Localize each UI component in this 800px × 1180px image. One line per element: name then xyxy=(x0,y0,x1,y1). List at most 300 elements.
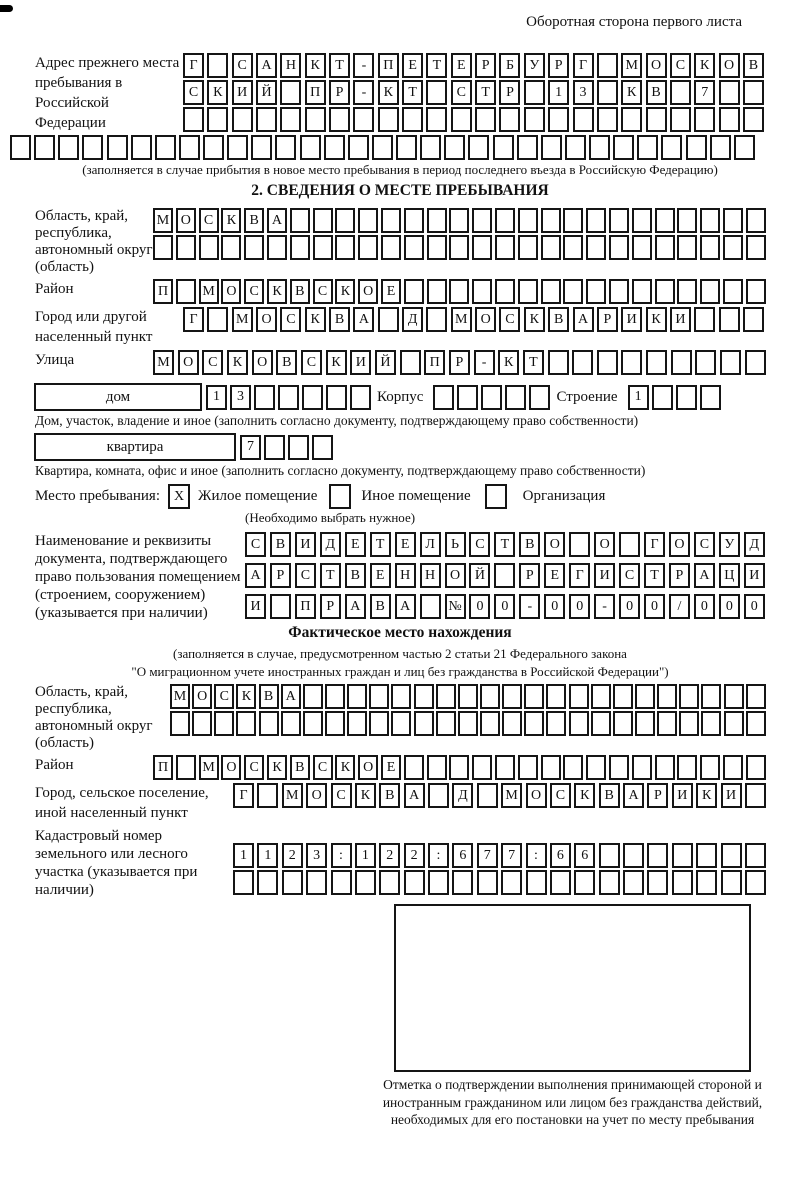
char-cell: 0 xyxy=(694,594,715,619)
char-cell xyxy=(563,235,583,260)
char-cell xyxy=(655,235,675,260)
char-cell: К xyxy=(524,307,545,332)
char-cell xyxy=(302,385,323,410)
char-cell xyxy=(457,385,478,410)
korpus-label: Корпус xyxy=(377,388,424,405)
char-cell xyxy=(34,135,55,160)
char-cell: С xyxy=(214,684,234,709)
char-cell xyxy=(472,208,492,233)
char-cell: 2 xyxy=(404,843,425,868)
char-cell xyxy=(679,711,699,736)
char-cell: С xyxy=(469,532,490,557)
scan-artifact xyxy=(0,5,13,12)
char-cell xyxy=(153,235,173,260)
char-cell xyxy=(404,279,424,304)
char-cell: С xyxy=(499,307,520,332)
char-cell: М xyxy=(282,783,303,808)
document-field xyxy=(35,532,800,622)
char-cell xyxy=(613,711,633,736)
char-cell: М xyxy=(232,307,253,332)
char-cell xyxy=(677,755,697,780)
char-cell: 7 xyxy=(694,80,715,105)
region-cells xyxy=(153,208,766,260)
char-cell xyxy=(378,107,399,132)
char-cell: Е xyxy=(381,279,401,304)
stay-choose-note: (Необходимо выбрать нужное) xyxy=(245,510,416,525)
char-cell: К xyxy=(267,279,287,304)
char-cell xyxy=(586,279,606,304)
char-cell xyxy=(723,755,743,780)
char-cell xyxy=(609,208,629,233)
char-cell: Г xyxy=(573,53,594,78)
char-cell xyxy=(428,870,449,895)
char-cell: - xyxy=(474,350,495,375)
char-cell xyxy=(546,684,566,709)
char-cell: Е xyxy=(381,755,401,780)
street-field xyxy=(35,350,800,375)
char-cell xyxy=(623,843,644,868)
char-cell xyxy=(280,107,301,132)
char-cell: И xyxy=(672,783,693,808)
stay-checkbox-residential: X xyxy=(168,484,190,509)
char-cell xyxy=(227,135,248,160)
char-cell xyxy=(597,80,618,105)
char-cell xyxy=(400,350,421,375)
char-cell: 0 xyxy=(644,594,665,619)
char-cell xyxy=(721,870,742,895)
char-cell xyxy=(335,235,355,260)
char-cell: В xyxy=(646,80,667,105)
char-cell xyxy=(207,307,228,332)
char-cell xyxy=(378,307,399,332)
char-cell: 1 xyxy=(628,385,649,410)
char-cell: В xyxy=(259,684,279,709)
char-cell xyxy=(282,870,303,895)
char-cell: И xyxy=(721,783,742,808)
char-cell: В xyxy=(276,350,297,375)
char-cell xyxy=(458,684,478,709)
char-cell: 6 xyxy=(550,843,571,868)
char-cell xyxy=(331,870,352,895)
char-cell xyxy=(414,684,434,709)
char-cell xyxy=(426,80,447,105)
char-cell-row xyxy=(153,235,766,260)
char-cell: 0 xyxy=(494,594,515,619)
char-cell: С xyxy=(202,350,223,375)
char-cell: О xyxy=(221,755,241,780)
char-cell: Л xyxy=(420,532,441,557)
char-cell xyxy=(563,279,583,304)
char-cell xyxy=(745,783,766,808)
char-cell: Е xyxy=(451,53,472,78)
char-cell-row xyxy=(170,684,766,709)
char-cell xyxy=(427,279,447,304)
char-cell xyxy=(591,711,611,736)
char-cell xyxy=(677,235,697,260)
char-cell xyxy=(710,135,731,160)
char-cell xyxy=(347,684,367,709)
char-cell xyxy=(451,107,472,132)
document-label: Наименование и реквизиты документа, подтверждающего право пользования помещением (строением, сооружением) (указывается при наличии) xyxy=(35,533,241,621)
char-cell: К xyxy=(694,53,715,78)
char-cell: К xyxy=(326,350,347,375)
char-cell xyxy=(379,870,400,895)
char-cell: Т xyxy=(426,53,447,78)
char-cell xyxy=(696,843,717,868)
char-cell xyxy=(353,107,374,132)
char-cell xyxy=(290,208,310,233)
char-cell xyxy=(480,684,500,709)
char-cell: И xyxy=(594,563,615,588)
prev-address-note: (заполняется в случае прибытия в новое место пребывания в период последнего въезда в Российскую Федерацию) xyxy=(82,162,718,177)
char-cell xyxy=(623,870,644,895)
district-label: Район xyxy=(35,281,74,297)
char-cell xyxy=(609,235,629,260)
char-cell xyxy=(199,235,219,260)
char-cell xyxy=(232,107,253,132)
char-cell xyxy=(632,755,652,780)
char-cell xyxy=(591,684,611,709)
char-cell: О xyxy=(646,53,667,78)
section2-title: 2. СВЕДЕНИЯ О МЕСТЕ ПРЕБЫВАНИЯ xyxy=(251,182,549,199)
char-cell xyxy=(613,684,633,709)
char-cell: Р xyxy=(519,563,540,588)
char-cell: А xyxy=(256,53,277,78)
char-cell xyxy=(694,307,715,332)
char-cell: В xyxy=(519,532,540,557)
char-cell: Р xyxy=(597,307,618,332)
char-cell: Р xyxy=(329,80,350,105)
char-cell: К xyxy=(305,307,326,332)
char-cell: О xyxy=(475,307,496,332)
char-cell: Р xyxy=(320,594,341,619)
char-cell: К xyxy=(207,80,228,105)
char-cell xyxy=(452,870,473,895)
char-cell xyxy=(541,135,562,160)
char-cell: А xyxy=(395,594,416,619)
char-cell xyxy=(300,135,321,160)
char-cell: С xyxy=(313,755,333,780)
char-cell xyxy=(701,684,721,709)
char-cell xyxy=(723,208,743,233)
char-cell: С xyxy=(331,783,352,808)
korpus-cells xyxy=(433,385,550,410)
city-cells xyxy=(183,307,764,332)
district-field xyxy=(35,279,800,304)
char-cell: В xyxy=(329,307,350,332)
char-cell-row xyxy=(183,80,764,105)
char-cell: К xyxy=(696,783,717,808)
char-cell: Н xyxy=(280,53,301,78)
char-cell: А xyxy=(404,783,425,808)
char-cell xyxy=(719,80,740,105)
char-cell xyxy=(745,870,766,895)
char-cell: Д xyxy=(320,532,341,557)
region-field xyxy=(35,208,800,276)
char-cell: : xyxy=(428,843,449,868)
char-cell xyxy=(348,135,369,160)
char-cell: О xyxy=(176,208,196,233)
char-cell: У xyxy=(719,532,740,557)
char-cell xyxy=(358,235,378,260)
char-cell xyxy=(695,350,716,375)
house-box: дом xyxy=(34,383,202,411)
char-cell: К xyxy=(646,307,667,332)
char-cell: К xyxy=(267,755,287,780)
char-cell xyxy=(657,684,677,709)
char-cell: 1 xyxy=(206,385,227,410)
char-cell: Е xyxy=(395,532,416,557)
actual-location-note1: (заполняется в случае, предусмотренном частью 2 статьи 21 Федерального закона xyxy=(173,646,627,661)
char-cell xyxy=(481,385,502,410)
char-cell: Е xyxy=(544,563,565,588)
char-cell xyxy=(518,279,538,304)
char-cell: О xyxy=(445,563,466,588)
char-cell: А xyxy=(267,208,287,233)
char-cell: Т xyxy=(644,563,665,588)
stay-type-label: Место пребывания: xyxy=(35,488,160,504)
char-cell xyxy=(495,755,515,780)
actual-city-field xyxy=(35,783,800,823)
char-cell xyxy=(632,235,652,260)
char-cell xyxy=(569,532,590,557)
char-cell xyxy=(597,53,618,78)
char-cell xyxy=(745,350,766,375)
char-cell: С xyxy=(670,53,691,78)
char-cell xyxy=(427,755,447,780)
char-cell xyxy=(449,208,469,233)
char-cell: : xyxy=(526,843,547,868)
char-cell: 7 xyxy=(240,435,261,460)
char-cell: В xyxy=(290,755,310,780)
char-cell xyxy=(599,870,620,895)
char-cell: Г xyxy=(183,307,204,332)
char-cell: П xyxy=(305,80,326,105)
char-cell xyxy=(427,235,447,260)
apartment-box: квартира xyxy=(34,433,236,461)
char-cell xyxy=(724,684,744,709)
char-cell xyxy=(468,135,489,160)
char-cell xyxy=(480,711,500,736)
char-cell xyxy=(541,279,561,304)
char-cell xyxy=(495,279,515,304)
char-cell: - xyxy=(353,53,374,78)
char-cell xyxy=(236,711,256,736)
char-cell xyxy=(548,107,569,132)
char-cell: Е xyxy=(402,53,423,78)
char-cell xyxy=(325,711,345,736)
char-cell xyxy=(646,350,667,375)
char-cell xyxy=(288,435,309,460)
char-cell: Ь xyxy=(445,532,466,557)
char-cell: М xyxy=(451,307,472,332)
char-cell xyxy=(670,107,691,132)
char-cell: И xyxy=(621,307,642,332)
char-cell xyxy=(647,843,668,868)
char-cell: В xyxy=(599,783,620,808)
char-cell: К xyxy=(335,755,355,780)
char-cell xyxy=(477,870,498,895)
char-cell: 1 xyxy=(233,843,254,868)
char-cell xyxy=(436,684,456,709)
region-label: Область, край, республика, автономный округ (область) xyxy=(35,208,153,275)
char-cell xyxy=(700,385,721,410)
char-cell xyxy=(303,711,323,736)
char-cell xyxy=(244,235,264,260)
actual-city-cells xyxy=(233,783,766,808)
char-cell xyxy=(257,870,278,895)
char-cell: Р xyxy=(475,53,496,78)
char-cell xyxy=(632,208,652,233)
char-cell: В xyxy=(290,279,310,304)
char-cell xyxy=(155,135,176,160)
char-cell: Е xyxy=(345,532,366,557)
char-cell xyxy=(621,350,642,375)
char-cell xyxy=(569,711,589,736)
char-cell xyxy=(524,711,544,736)
char-cell xyxy=(280,80,301,105)
char-cell: Й xyxy=(256,80,277,105)
char-cell: П xyxy=(378,53,399,78)
char-cell xyxy=(433,385,454,410)
char-cell xyxy=(326,385,347,410)
char-cell: 1 xyxy=(257,843,278,868)
char-cell-row xyxy=(245,563,765,588)
char-cell xyxy=(404,870,425,895)
char-cell: Д xyxy=(452,783,473,808)
char-cell: М xyxy=(153,208,173,233)
char-cell: В xyxy=(379,783,400,808)
char-cell-row xyxy=(153,208,766,233)
char-cell: П xyxy=(153,755,173,780)
char-cell xyxy=(586,208,606,233)
char-cell xyxy=(597,350,618,375)
street-cells xyxy=(153,350,766,375)
char-cell xyxy=(719,107,740,132)
char-cell: О xyxy=(306,783,327,808)
char-cell xyxy=(569,684,589,709)
char-cell: О xyxy=(256,307,277,332)
char-cell: В xyxy=(370,594,391,619)
char-cell xyxy=(493,135,514,160)
char-cell-row xyxy=(183,53,764,78)
char-cell xyxy=(746,208,766,233)
char-cell xyxy=(632,279,652,304)
char-cell: С xyxy=(451,80,472,105)
apartment-cells xyxy=(240,435,333,460)
char-cell xyxy=(572,350,593,375)
char-cell xyxy=(313,235,333,260)
char-cell xyxy=(214,711,234,736)
char-cell: 7 xyxy=(477,843,498,868)
stay-checkbox-organization xyxy=(485,484,507,509)
char-cell xyxy=(192,711,212,736)
char-cell xyxy=(449,235,469,260)
char-cell xyxy=(652,385,673,410)
prev-address-extra-row xyxy=(10,135,755,160)
char-cell xyxy=(203,135,224,160)
char-cell xyxy=(183,107,204,132)
char-cell: А xyxy=(281,684,301,709)
char-cell: 0 xyxy=(719,594,740,619)
district-cells xyxy=(153,279,766,304)
document-cells xyxy=(245,532,765,619)
char-cell xyxy=(267,235,287,260)
char-cell xyxy=(655,279,675,304)
stay-option-residential: Жилое помещение xyxy=(198,488,318,504)
char-cell xyxy=(444,135,465,160)
actual-location-note2: "О миграционном учете иностранных граждан и лиц без гражданства в Российской Федерации") xyxy=(131,664,669,679)
char-cell xyxy=(313,208,333,233)
char-cell: К xyxy=(574,783,595,808)
char-cell: 0 xyxy=(619,594,640,619)
char-cell: М xyxy=(199,279,219,304)
char-cell xyxy=(661,135,682,160)
char-cell xyxy=(700,755,720,780)
char-cell xyxy=(721,843,742,868)
char-cell: Й xyxy=(469,563,490,588)
char-cell xyxy=(672,870,693,895)
char-cell xyxy=(696,870,717,895)
char-cell: 0 xyxy=(469,594,490,619)
char-cell: С xyxy=(232,53,253,78)
char-cell: И xyxy=(350,350,371,375)
prev-address-label: Адрес прежнего места пребывания в Российской Федерации xyxy=(35,55,180,131)
char-cell: С xyxy=(199,208,219,233)
char-cell: И xyxy=(744,563,765,588)
char-cell: В xyxy=(548,307,569,332)
char-cell xyxy=(257,783,278,808)
char-cell xyxy=(637,135,658,160)
char-cell xyxy=(472,235,492,260)
char-cell xyxy=(518,755,538,780)
char-cell xyxy=(381,235,401,260)
char-cell xyxy=(657,711,677,736)
char-cell: Т xyxy=(523,350,544,375)
char-cell xyxy=(270,594,291,619)
char-cell xyxy=(746,235,766,260)
char-cell xyxy=(700,208,720,233)
char-cell xyxy=(746,279,766,304)
char-cell: С xyxy=(280,307,301,332)
char-cell xyxy=(524,684,544,709)
char-cell xyxy=(550,870,571,895)
char-cell: С xyxy=(313,279,333,304)
char-cell xyxy=(541,755,561,780)
char-cell: - xyxy=(594,594,615,619)
char-cell: О xyxy=(526,783,547,808)
char-cell xyxy=(350,385,371,410)
char-cell xyxy=(655,208,675,233)
char-cell xyxy=(646,107,667,132)
char-cell xyxy=(176,279,196,304)
char-cell: Е xyxy=(370,563,391,588)
char-cell xyxy=(743,80,764,105)
char-cell xyxy=(676,385,697,410)
char-cell xyxy=(720,350,741,375)
char-cell xyxy=(131,135,152,160)
char-cell: К xyxy=(305,53,326,78)
char-cell xyxy=(391,711,411,736)
char-cell xyxy=(426,307,447,332)
stamp-caption: Отметка о подтверждении выполнения принимающей стороной и иностранным гражданином или лицом без гражданства действий, необходимых для его постановки на учет по месту пребывания xyxy=(382,1077,763,1127)
char-cell xyxy=(426,107,447,132)
char-cell: Т xyxy=(320,563,341,588)
char-cell: В xyxy=(345,563,366,588)
char-cell xyxy=(472,279,492,304)
char-cell: Р xyxy=(270,563,291,588)
char-cell xyxy=(518,235,538,260)
